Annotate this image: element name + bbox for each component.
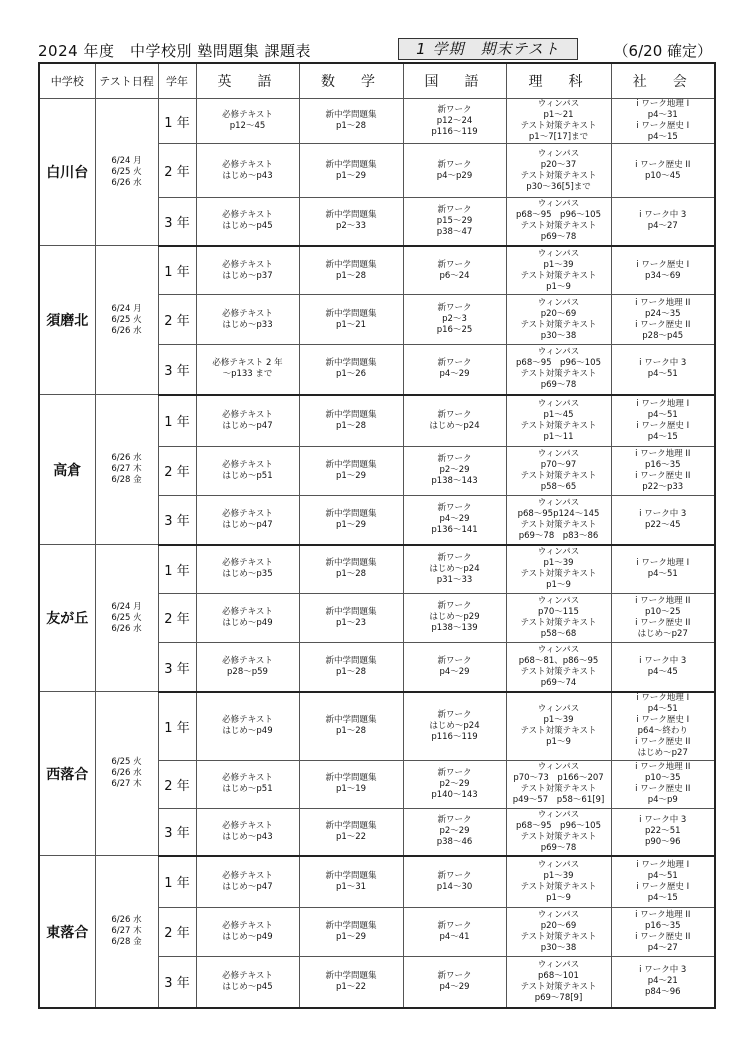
japanese-cell: 新ワーク p12〜24 p116〜119: [403, 99, 506, 144]
japanese-cell: 新ワーク p4〜29: [403, 956, 506, 1008]
science-cell: ウィンパス p20〜69 テスト対策テキスト p30〜38: [506, 295, 611, 344]
english-cell: 必修テキスト はじめ〜p51: [196, 446, 299, 495]
grade-label: 3 年: [158, 344, 196, 394]
math-cell: 新中学問題集 p1〜23: [299, 593, 403, 642]
social-cell: i ワーク中 3 p4〜51: [611, 344, 715, 394]
math-cell: 新中学問題集 p1〜22: [299, 808, 403, 855]
science-cell: ウィンパス p68〜95 p96〜105 テスト対策テキスト p69〜78: [506, 808, 611, 855]
social-cell: i ワーク中 3 p4〜45: [611, 643, 715, 692]
grade-label: 1 年: [158, 545, 196, 593]
grade-label: 2 年: [158, 446, 196, 495]
col-header-science: 理 科: [506, 63, 611, 99]
col-header-math: 数 学: [299, 63, 403, 99]
japanese-cell: 新ワーク p4〜29: [403, 643, 506, 692]
japanese-cell: 新ワーク はじめ〜p29 p138〜139: [403, 593, 506, 642]
grade-label: 1 年: [158, 246, 196, 295]
social-cell: i ワーク中 3 p4〜27: [611, 197, 715, 245]
grade-label: 2 年: [158, 295, 196, 344]
col-header-japanese: 国 語: [403, 63, 506, 99]
social-cell: i ワーク地理 I p4〜51 i ワーク歴史 I p4〜15: [611, 856, 715, 907]
grade-label: 3 年: [158, 808, 196, 855]
japanese-cell: 新ワーク p4〜p29: [403, 144, 506, 197]
english-cell: 必修テキスト p28〜p59: [196, 643, 299, 692]
social-cell: i ワーク地理 II p24〜35 i ワーク歴史 II p28〜p45: [611, 295, 715, 344]
social-cell: i ワーク歴史 II p10〜45: [611, 144, 715, 197]
science-cell: ウィンパス p68〜101 テスト対策テキスト p69〜78[9]: [506, 956, 611, 1008]
math-cell: 新中学問題集 p1〜28: [299, 246, 403, 295]
social-cell: i ワーク地理 I p4〜51 i ワーク歴史 I p64〜終わり i ワーク歴史 II はじめ〜p27: [611, 692, 715, 760]
japanese-cell: 新ワーク p4〜29 p136〜141: [403, 496, 506, 545]
col-header-social: 社 会: [611, 63, 715, 99]
english-cell: 必修テキスト はじめ〜p49: [196, 907, 299, 956]
test-dates: 6/26 水 6/27 木 6/28 金: [95, 395, 158, 545]
test-dates: 6/25 火 6/26 水 6/27 木: [95, 692, 158, 856]
school-name: 西落合: [39, 692, 95, 856]
table-row: [39, 545, 715, 593]
table-row: [39, 246, 715, 295]
science-cell: ウィンパス p1〜39 テスト対策テキスト p1〜9: [506, 856, 611, 907]
grade-label: 2 年: [158, 144, 196, 197]
social-cell: i ワーク歴史 I p34〜69: [611, 246, 715, 295]
table-row: [39, 856, 715, 907]
math-cell: 新中学問題集 p1〜29: [299, 907, 403, 956]
science-cell: ウィンパス p1〜39 テスト対策テキスト p1〜9: [506, 246, 611, 295]
japanese-cell: 新ワーク はじめ〜p24 p31〜33: [403, 545, 506, 593]
english-cell: 必修テキスト はじめ〜p43: [196, 808, 299, 855]
math-cell: 新中学問題集 p1〜22: [299, 956, 403, 1008]
term-label-box: 1 学期 期末テスト: [398, 38, 578, 60]
social-cell: i ワーク中 3 p22〜51 p90〜96: [611, 808, 715, 855]
grade-label: 3 年: [158, 956, 196, 1008]
grade-label: 2 年: [158, 760, 196, 808]
science-cell: ウィンパス p1〜39 テスト対策テキスト p1〜9: [506, 692, 611, 760]
table-body: [39, 99, 715, 1009]
math-cell: 新中学問題集 p1〜29: [299, 446, 403, 495]
grade-label: 3 年: [158, 496, 196, 545]
school-name: 白川台: [39, 99, 95, 246]
assignment-table: [38, 62, 716, 1009]
math-cell: 新中学問題集 p1〜29: [299, 496, 403, 545]
japanese-cell: 新ワーク p2〜29 p140〜143: [403, 760, 506, 808]
english-cell: 必修テキスト はじめ〜p49: [196, 692, 299, 760]
test-dates: 6/24 月 6/25 火 6/26 水: [95, 246, 158, 395]
social-cell: i ワーク中 3 p22〜45: [611, 496, 715, 545]
title-bar: [38, 38, 714, 60]
english-cell: 必修テキスト はじめ〜p47: [196, 395, 299, 446]
japanese-cell: 新ワーク p4〜41: [403, 907, 506, 956]
science-cell: ウィンパス p1〜21 テスト対策テキスト p1〜7[17]まで: [506, 99, 611, 144]
test-dates: 6/24 月 6/25 火 6/26 水: [95, 99, 158, 246]
social-cell: i ワーク地理 I p4〜31 i ワーク歴史 I p4〜15: [611, 99, 715, 144]
science-cell: ウィンパス p20〜69 テスト対策テキスト p30〜38: [506, 907, 611, 956]
math-cell: 新中学問題集 p1〜28: [299, 545, 403, 593]
math-cell: 新中学問題集 p1〜26: [299, 344, 403, 394]
social-cell: i ワーク地理 I p4〜51 i ワーク歴史 I p4〜15: [611, 395, 715, 446]
english-cell: 必修テキスト はじめ〜p45: [196, 956, 299, 1008]
english-cell: 必修テキスト はじめ〜p49: [196, 593, 299, 642]
english-cell: 必修テキスト はじめ〜p51: [196, 760, 299, 808]
japanese-cell: 新ワーク p2〜29 p38〜46: [403, 808, 506, 855]
science-cell: ウィンパス p68〜95 p96〜105 テスト対策テキスト p69〜78: [506, 197, 611, 245]
english-cell: 必修テキスト はじめ〜p47: [196, 496, 299, 545]
grade-label: 3 年: [158, 197, 196, 245]
col-header-english: 英 語: [196, 63, 299, 99]
social-cell: i ワーク地理 I p4〜51: [611, 545, 715, 593]
test-dates: 6/24 月 6/25 火 6/26 水: [95, 545, 158, 692]
header-row: [39, 63, 715, 99]
social-cell: i ワーク地理 II p16〜35 i ワーク歴史 II p4〜27: [611, 907, 715, 956]
science-cell: ウィンパス p20〜37 テスト対策テキスト p30〜36[5]まで: [506, 144, 611, 197]
social-cell: i ワーク地理 II p16〜35 i ワーク歴史 II p22〜p33: [611, 446, 715, 495]
math-cell: 新中学問題集 p1〜31: [299, 856, 403, 907]
school-name: 高倉: [39, 395, 95, 545]
school-name: 友が丘: [39, 545, 95, 692]
grade-label: 1 年: [158, 99, 196, 144]
grade-label: 1 年: [158, 395, 196, 446]
math-cell: 新中学問題集 p2〜33: [299, 197, 403, 245]
english-cell: 必修テキスト はじめ〜p47: [196, 856, 299, 907]
grade-label: 2 年: [158, 907, 196, 956]
english-cell: 必修テキスト p12〜45: [196, 99, 299, 144]
science-cell: ウィンパス p70〜115 テスト対策テキスト p58〜68: [506, 593, 611, 642]
confirmed-date-note: （6/20 確定）: [613, 42, 712, 60]
document-title: 2024 年度 中学校別 塾問題集 課題表: [38, 42, 311, 60]
math-cell: 新中学問題集 p1〜28: [299, 643, 403, 692]
japanese-cell: 新ワーク p6〜24: [403, 246, 506, 295]
grade-label: 1 年: [158, 692, 196, 760]
social-cell: i ワーク地理 II p10〜25 i ワーク歴史 II はじめ〜p27: [611, 593, 715, 642]
japanese-cell: 新ワーク p15〜29 p38〜47: [403, 197, 506, 245]
science-cell: ウィンパス p1〜45 テスト対策テキスト p1〜11: [506, 395, 611, 446]
japanese-cell: 新ワーク はじめ〜p24: [403, 395, 506, 446]
school-name: 須磨北: [39, 246, 95, 395]
science-cell: ウィンパス p70〜97 テスト対策テキスト p58〜65: [506, 446, 611, 495]
math-cell: 新中学問題集 p1〜21: [299, 295, 403, 344]
social-cell: i ワーク中 3 p4〜21 p84〜96: [611, 956, 715, 1008]
science-cell: ウィンパス p68〜95 p96〜105 テスト対策テキスト p69〜78: [506, 344, 611, 394]
japanese-cell: 新ワーク p14〜30: [403, 856, 506, 907]
science-cell: ウィンパス p68〜95p124〜145 テスト対策テキスト p69〜78 p83〜86: [506, 496, 611, 545]
social-cell: i ワーク地理 II p10〜35 i ワーク歴史 II p4〜p9: [611, 760, 715, 808]
math-cell: 新中学問題集 p1〜28: [299, 99, 403, 144]
test-dates: 6/26 水 6/27 木 6/28 金: [95, 856, 158, 1008]
japanese-cell: 新ワーク はじめ〜p24 p116〜119: [403, 692, 506, 760]
english-cell: 必修テキスト はじめ〜p35: [196, 545, 299, 593]
english-cell: 必修テキスト はじめ〜p45: [196, 197, 299, 245]
math-cell: 新中学問題集 p1〜28: [299, 692, 403, 760]
japanese-cell: 新ワーク p4〜29: [403, 344, 506, 394]
table-row: [39, 99, 715, 144]
col-header-grade: 学年: [158, 63, 196, 99]
english-cell: 必修テキスト はじめ〜p43: [196, 144, 299, 197]
col-header-school: 中学校: [39, 63, 95, 99]
science-cell: ウィンパス p70〜73 p166〜207 テスト対策テキスト p49〜57 p58〜61[9]: [506, 760, 611, 808]
science-cell: ウィンパス p1〜39 テスト対策テキスト p1〜9: [506, 545, 611, 593]
table-row: [39, 395, 715, 446]
grade-label: 3 年: [158, 643, 196, 692]
col-header-test-dates: テスト日程: [95, 63, 158, 99]
table-row: [39, 692, 715, 760]
english-cell: 必修テキスト 2 年 〜p133 まで: [196, 344, 299, 394]
grade-label: 2 年: [158, 593, 196, 642]
math-cell: 新中学問題集 p1〜28: [299, 395, 403, 446]
math-cell: 新中学問題集 p1〜19: [299, 760, 403, 808]
grade-label: 1 年: [158, 856, 196, 907]
science-cell: ウィンパス p68〜81、p86〜95 テスト対策テキスト p69〜74: [506, 643, 611, 692]
japanese-cell: 新ワーク p2〜3 p16〜25: [403, 295, 506, 344]
math-cell: 新中学問題集 p1〜29: [299, 144, 403, 197]
school-name: 東落合: [39, 856, 95, 1008]
english-cell: 必修テキスト はじめ〜p37: [196, 246, 299, 295]
japanese-cell: 新ワーク p2〜29 p138〜143: [403, 446, 506, 495]
english-cell: 必修テキスト はじめ〜p33: [196, 295, 299, 344]
